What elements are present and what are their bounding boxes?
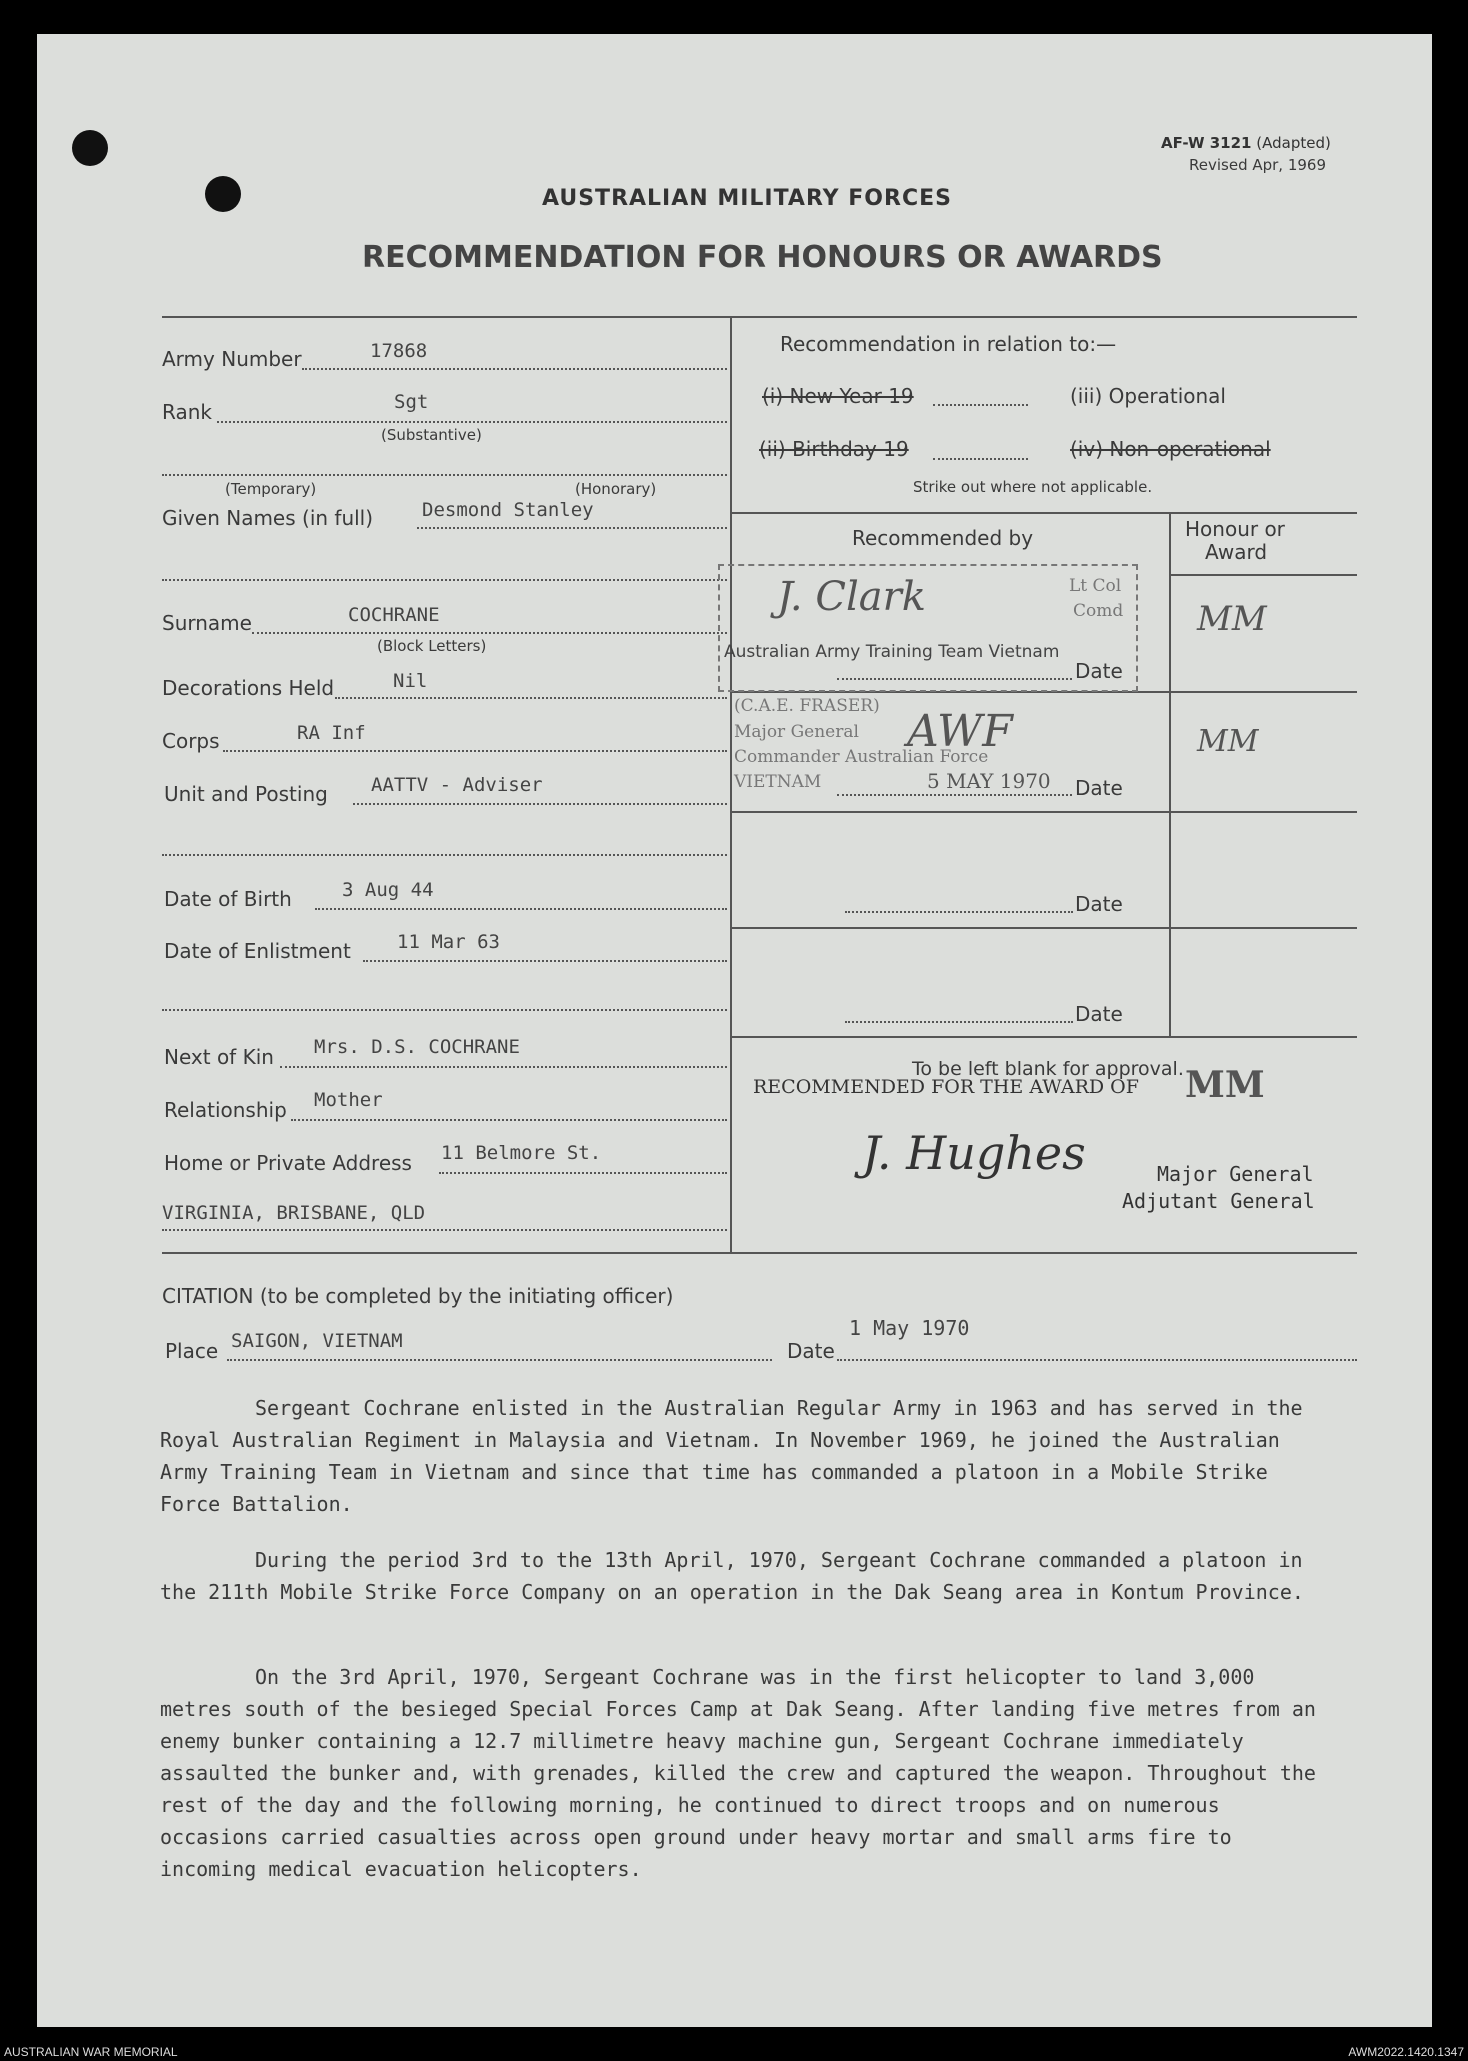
surname-value: COCHRANE bbox=[348, 604, 440, 626]
approver-title: Adjutant General bbox=[1122, 1189, 1315, 1213]
next-of-kin-value: Mrs. D.S. COCHRANE bbox=[314, 1036, 520, 1058]
dob-label: Date of Birth bbox=[164, 887, 292, 911]
address-line1: 11 Belmore St. bbox=[441, 1142, 602, 1164]
rank-value: Sgt bbox=[394, 391, 429, 413]
recommender-1-signature: J. Clark bbox=[777, 574, 926, 620]
footer-left: AUSTRALIAN WAR MEMORIAL bbox=[4, 2045, 178, 2059]
punch-hole bbox=[205, 176, 241, 212]
recommender-2-signature: AWF bbox=[907, 706, 1013, 757]
approver-rank: Major General bbox=[1157, 1162, 1314, 1186]
org-heading: AUSTRALIAN MILITARY FORCES bbox=[542, 186, 952, 211]
relation-heading: Recommendation in relation to:— bbox=[780, 332, 1117, 356]
citation-paragraph-1: Sergeant Cochrane enlisted in the Australian Regular Army in 1963 and has served in the Royal Australian Regiment in Malaysia and Vietnam. In November 1969, he joined the Australian Army Training Team in Vietnam and since that time has commanded a platoon in a Mobile Strike Force Battalion. bbox=[160, 1396, 1303, 1516]
punch-hole bbox=[72, 130, 108, 166]
corps-value: RA Inf bbox=[297, 722, 366, 744]
date-label-2: Date bbox=[1075, 776, 1123, 800]
approval-text: RECOMMENDED FOR THE AWARD OF bbox=[753, 1076, 1139, 1098]
recommender-1-rank: Lt Col bbox=[1069, 576, 1122, 596]
footer-right: AWM2022.1420.1347 bbox=[1348, 2045, 1464, 2059]
document-page bbox=[37, 34, 1432, 2027]
given-names-label: Given Names (in full) bbox=[162, 506, 374, 530]
place-value: SAIGON, VIETNAM bbox=[231, 1330, 403, 1352]
option-non-operational: (iv) Non-operational bbox=[1070, 437, 1271, 461]
citation-date-label: Date bbox=[787, 1339, 835, 1363]
option-new-year: (i) New Year 19 bbox=[762, 384, 914, 408]
approver-signature: J. Hughes bbox=[862, 1126, 1086, 1180]
recommended-by-header: Recommended by bbox=[852, 526, 1034, 550]
army-number-value: 17868 bbox=[370, 340, 428, 362]
rank-label: Rank bbox=[162, 400, 212, 424]
recommender-2-name: (C.A.E. FRASER) bbox=[734, 696, 880, 716]
citation-heading: CITATION (to be completed by the initiating officer) bbox=[162, 1284, 674, 1308]
date-label-1: Date bbox=[1075, 659, 1123, 683]
address-label: Home or Private Address bbox=[164, 1151, 412, 1175]
temporary-note: (Temporary) bbox=[225, 480, 317, 498]
decorations-value: Nil bbox=[393, 670, 428, 692]
honour-header-line1: Honour or bbox=[1185, 517, 1285, 541]
enlistment-label: Date of Enlistment bbox=[164, 939, 351, 963]
honour-1-value: MM bbox=[1197, 599, 1267, 639]
next-of-kin-label: Next of Kin bbox=[164, 1045, 274, 1069]
left-blank-note: To be left blank for approval. bbox=[912, 1058, 1184, 1080]
form-revised: Revised Apr, 1969 bbox=[1189, 156, 1327, 174]
honour-2-value: MM bbox=[1197, 724, 1259, 759]
enlistment-value: 11 Mar 63 bbox=[397, 931, 500, 953]
address-line2: VIRGINIA, BRISBANE, QLD bbox=[162, 1202, 426, 1224]
approval-award: MM bbox=[1185, 1064, 1265, 1106]
army-number-label: Army Number bbox=[162, 347, 302, 371]
unit-posting-label: Unit and Posting bbox=[164, 782, 328, 806]
date-label-4: Date bbox=[1075, 1002, 1123, 1026]
block-letters-note: (Block Letters) bbox=[377, 637, 487, 655]
relationship-value: Mother bbox=[314, 1089, 383, 1111]
citation-paragraph-3: On the 3rd April, 1970, Sergeant Cochrane was in the first helicopter to land 3,000 metres south of the besieged Special Forces Camp at Dak Seang. After landing five metres from an enemy bunker containing a 12.7 millimetre heavy machine gun, Sergeant Cochrane immediately assaulted the bunker and, with grenades, killed the crew and captured the weapon. Throughout the rest of the day and the following morning, he continued to direct troops and on numerous occasions carried casualties across open ground under heavy mortar and small arms fire to incoming medical evacuation helicopters. bbox=[160, 1665, 1316, 1881]
citation-paragraph-2: During the period 3rd to the 13th April, 1970, Sergeant Cochrane commanded a platoon in the 211th Mobile Strike Force Company on an operation in the Dak Seang area in Kontum Province. bbox=[160, 1548, 1304, 1604]
option-birthday: (ii) Birthday 19 bbox=[759, 437, 909, 461]
surname-label: Surname bbox=[162, 611, 252, 635]
relationship-label: Relationship bbox=[164, 1098, 287, 1122]
given-names-value: Desmond Stanley bbox=[422, 499, 594, 521]
substantive-note: (Substantive) bbox=[381, 426, 482, 444]
citation-date-value: 1 May 1970 bbox=[849, 1316, 970, 1340]
option-operational: (iii) Operational bbox=[1070, 384, 1226, 408]
recommender-1-unit: Australian Army Training Team Vietnam bbox=[724, 642, 1060, 662]
recommender-1-comd: Comd bbox=[1073, 601, 1124, 621]
recommender-2-rank: Major General bbox=[734, 722, 859, 742]
unit-posting-value: AATTV - Adviser bbox=[371, 774, 543, 796]
honorary-note: (Honorary) bbox=[575, 480, 657, 498]
dob-value: 3 Aug 44 bbox=[342, 879, 434, 901]
strike-note: Strike out where not applicable. bbox=[913, 478, 1153, 496]
page-title: RECOMMENDATION FOR HONOURS OR AWARDS bbox=[362, 240, 1163, 275]
honour-header-line2: Award bbox=[1205, 540, 1268, 564]
date-label-3: Date bbox=[1075, 892, 1123, 916]
recommender-2-place: VIETNAM bbox=[734, 772, 822, 792]
recommender-2-title: Commander Australian Force bbox=[734, 747, 989, 767]
decorations-label: Decorations Held bbox=[162, 676, 335, 700]
form-code: AF-W 3121 (Adapted) bbox=[1161, 134, 1331, 152]
corps-label: Corps bbox=[162, 729, 220, 753]
place-label: Place bbox=[165, 1339, 219, 1363]
recommender-2-date: 5 MAY 1970 bbox=[927, 769, 1051, 793]
